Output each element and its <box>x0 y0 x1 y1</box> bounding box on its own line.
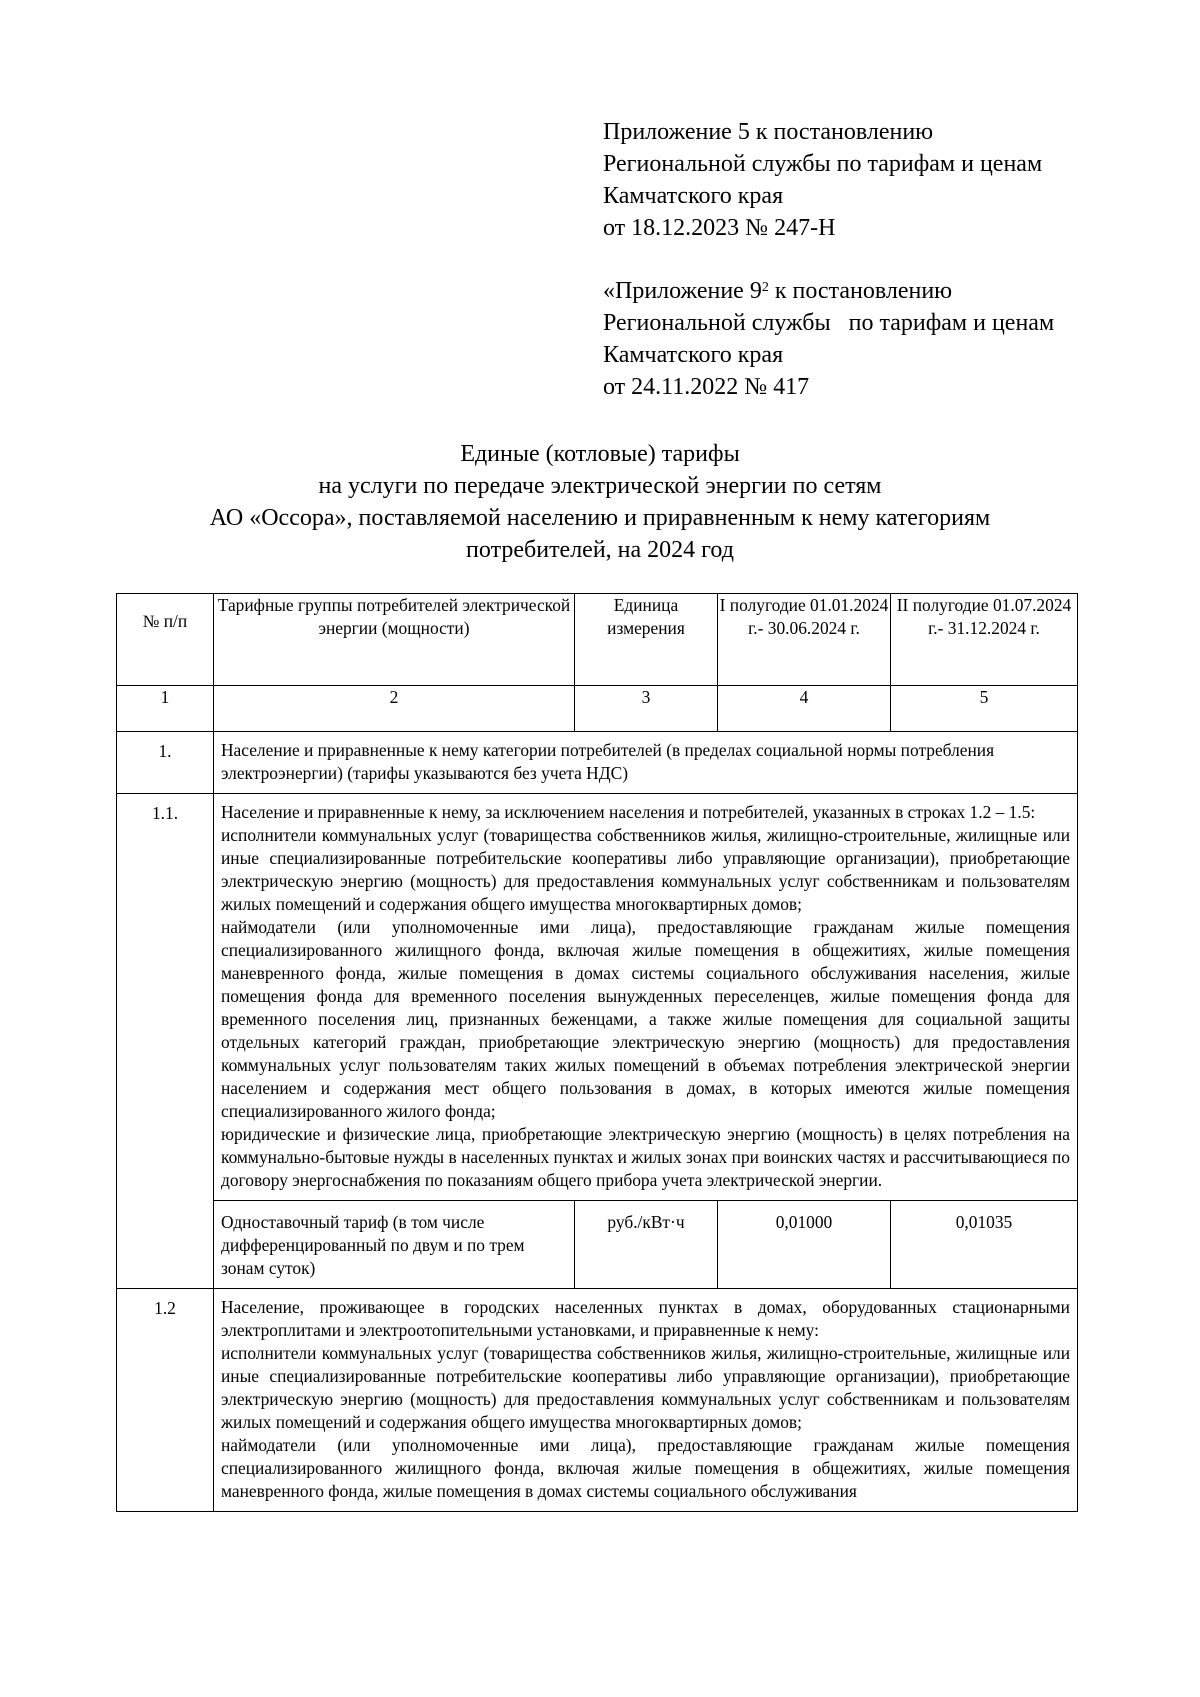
title-line: Единые (котловые) тарифы <box>460 441 740 467</box>
row-number: 1.1. <box>117 794 214 1289</box>
row-description <box>214 794 1078 1201</box>
superscript: 2 <box>761 280 769 295</box>
column-number: 4 <box>718 686 891 732</box>
column-number: 5 <box>891 686 1078 732</box>
header-cell-number: № п/п <box>117 594 214 686</box>
table-row <box>117 1201 1078 1289</box>
tariff-value-half1: 0,01000 <box>718 1201 891 1289</box>
title-line: потребителей, на 2024 год <box>466 537 734 563</box>
paragraph: юридические и физические лица, приобретающие электрическую энергию (мощность) в целях потребления на коммунально-бытовые нужды в населенных пунктах и жилых зонах при воинских частях и рассчитывающиеся по договору энергоснабжения по показаниям общего прибора учета электрической энергии. <box>221 1124 1070 1190</box>
title-line: АО «Оссора», поставляемой населению и приравненным к нему категориям <box>209 505 991 531</box>
header-cell-half1: I полугодие 01.01.2024 г.- 30.06.2024 г. <box>718 594 891 686</box>
row-number: 1.2 <box>117 1289 214 1512</box>
table-row <box>117 794 1078 1201</box>
annex-line: Региональной службы по тарифам и ценам <box>603 310 1055 336</box>
table-row <box>117 732 1078 794</box>
annex-reference-current <box>603 116 1042 244</box>
paragraph: Население и приравненные к нему, за исключением населения и потребителей, указанных в строках 1.2 – 1.5: <box>221 802 1036 822</box>
column-number: 3 <box>575 686 718 732</box>
paragraph: исполнители коммунальных услуг (товарищества собственников жилья, жилищно-строительные, жилищные или иные специализированные потребительские кооперативы либо управляющие организации), приобретающие электрическую энергию (мощность) для предоставления коммунальных услуг собственникам и пользователям жилых помещений и содержания общего имущества многоквартирных домов; <box>221 1343 1070 1432</box>
tariff-value-half2: 0,01035 <box>891 1201 1078 1289</box>
header-cell-unit: Единица измерения <box>575 594 718 686</box>
column-number: 2 <box>214 686 575 732</box>
tariff-unit: руб./кВт·ч <box>575 1201 718 1289</box>
tariff-table <box>116 593 1078 1512</box>
paragraph: исполнители коммунальных услуг (товарищества собственников жилья, жилищно-строительные, жилищные или иные специализированные потребительские кооперативы либо управляющие организации), приобретающие электрическую энергию (мощность) для предоставления коммунальных услуг собственникам и пользователям жилых помещений и содержания общего имущества многоквартирных домов; <box>221 825 1070 914</box>
annex-reference-amended <box>603 275 1054 403</box>
annex-line: «Приложение $9^2$ к постановлению <box>603 278 953 304</box>
paragraph: Население, проживающее в городских населенных пунктах в домах, оборудованных стационарными электроплитами и электроотопительными установками, и приравненные к нему: <box>221 1297 1070 1340</box>
annex-line: Региональной службы по тарифам и ценам <box>603 151 1043 177</box>
row-number: 1. <box>117 732 214 794</box>
annex-line: от 24.11.2022 № 417 <box>603 374 810 400</box>
column-number-row <box>117 686 1078 732</box>
row-description <box>214 1289 1078 1512</box>
tariff-label: Одноставочный тариф (в том числе дифференцированный по двум и по трем зонам суток) <box>214 1201 575 1289</box>
table-header-row <box>117 594 1078 686</box>
column-number: 1 <box>117 686 214 732</box>
header-cell-half2: II полугодие 01.07.2024 г.- 31.12.2024 г. <box>891 594 1078 686</box>
row-description: Население и приравненные к нему категории потребителей (в пределах социальной нормы потребления электроэнергии) (тарифы указываются без учета НДС) <box>214 732 1078 794</box>
table-row <box>117 1289 1078 1512</box>
paragraph: наймодатели (или уполномоченные ими лица), предоставляющие гражданам жилые помещения специализированного жилищного фонда, включая жилые помещения в общежитиях, жилые помещения маневренного фонда, жилые помещения в домах системы социального обслуживания <box>221 1435 1070 1501</box>
header-cell-groups: Тарифные группы потребителей электрической энергии (мощности) <box>214 594 575 686</box>
annex-line: Приложение 5 к постановлению <box>603 119 934 145</box>
paragraph: наймодатели (или уполномоченные ими лица), предоставляющие гражданам жилые помещения специализированного жилищного фонда, включая жилые помещения в общежитиях, жилые помещения маневренного фонда, жилые помещения в домах системы социального обслуживания населения, жилые помещения фонда для временного поселения вынужденных переселенцев, жилые помещения фонда для временного поселения лиц, признанных беженцами, а также жилые помещения для социальной защиты отдельных категорий граждан, приобретающие электрическую энергию (мощность) для предоставления коммунальных услуг пользователям таких жилых помещений в объемах потребления электрической энергии населением и содержания мест общего пользования в домах, в которых имеются жилые помещения специализированного жилого фонда; <box>221 917 1070 1121</box>
document-title <box>100 438 1100 566</box>
annex-line: от 18.12.2023 № 247-Н <box>603 215 836 241</box>
annex-line: Камчатского края <box>603 342 784 368</box>
annex-line: Камчатского края <box>603 183 784 209</box>
title-line: на услуги по передаче электрической энергии по сетям <box>318 473 882 499</box>
